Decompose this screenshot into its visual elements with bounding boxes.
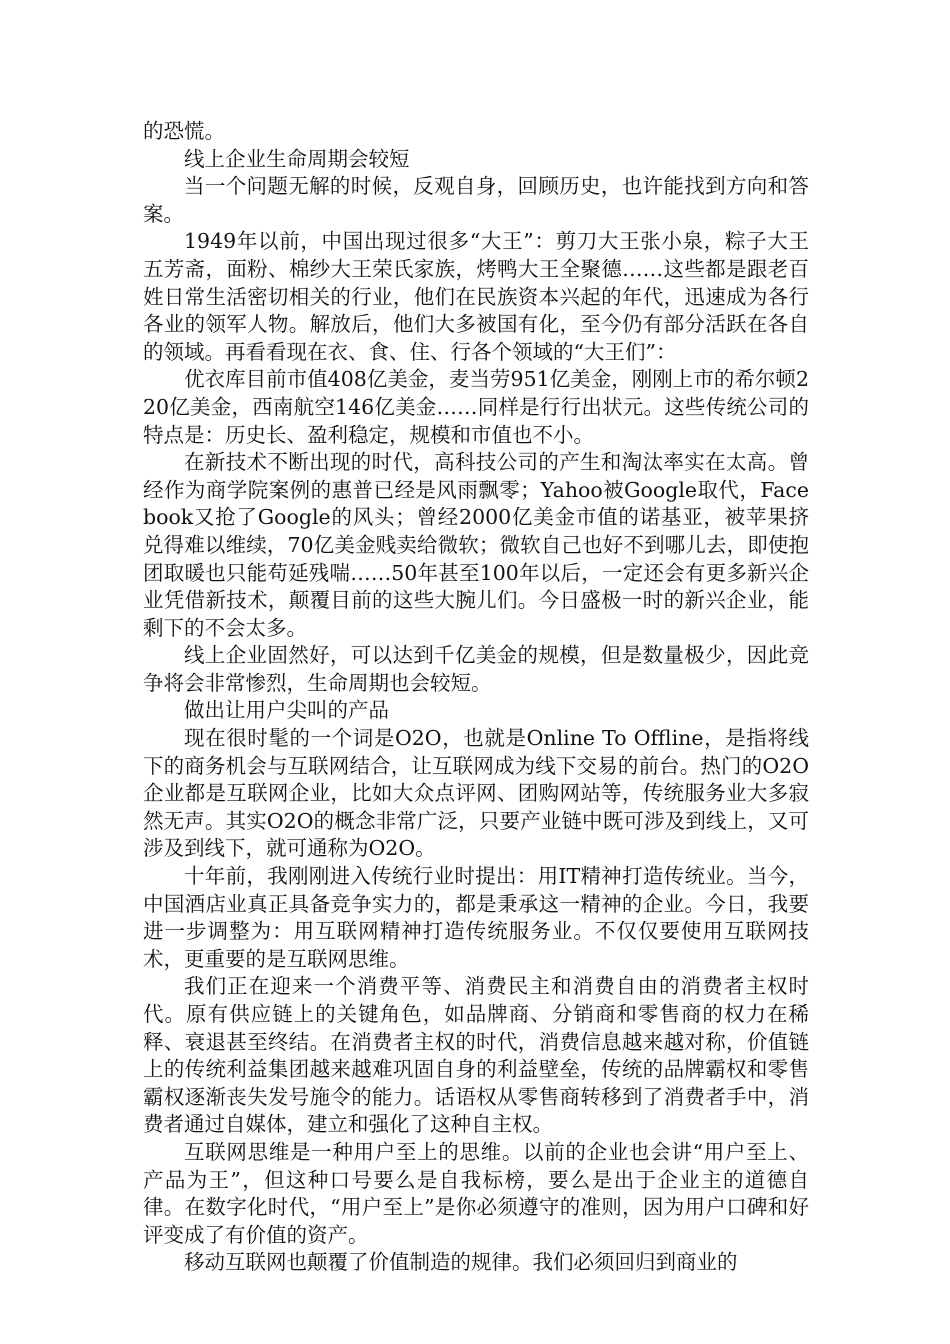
paragraph-mobile-internet: 移动互联网也颠覆了价值制造的规律。我们必须回归到商业的 [184, 1250, 738, 1275]
section-heading-products: 做出让用户尖叫的产品 [184, 698, 389, 723]
paragraph-market-values: 优衣库目前市值408亿美金，麦当劳951亿美金，刚刚上市的希尔顿220亿美金，西南航空146亿美金……同样是行行出状元。这些传统公司的特点是：历史长、盈利稳定，规模和市值也不小。 [143, 367, 809, 447]
paragraph-o2o: 现在很时髦的一个词是O2O，也就是Online To Offline，是指将线下的商务机会与互联网结合，让互联网成为线下交易的前台。热门的O2O企业都是互联网企业，比如大众点评网、团购网站等，传统服务业大多寂然无声。其实O2O的概念非常广泛，只要产业链中既可涉及到线上，又可涉及到线下，就可通称为O2O。 [143, 726, 809, 861]
paragraph-online-lifecycle: 线上企业固然好，可以达到千亿美金的规模，但是数量极少，因此竞争将会非常惨烈，生命周期也会较短。 [143, 643, 809, 695]
paragraph-consumer-sovereignty: 我们正在迎来一个消费平等、消费民主和消费自由的消费者主权时代。原有供应链上的关键角色，如品牌商、分销商和零售商的权力在稀释、衰退甚至终结。在消费者主权的时代，消费信息越来越对称，价值链上的传统利益集团越来越难巩固自身的利益壁垒，传统的品牌霸权和零售霸权逐渐丧失发号施令的能力。话语权从零售商转移到了消费者手中，消费者通过自媒体，建立和强化了这种自主权。 [143, 974, 809, 1137]
paragraph-continuation: 的恐慌。 [143, 119, 225, 143]
paragraph-user-first: 互联网思维是一种用户至上的思维。以前的企业也会讲“用户至上、产品为王”，但这种口号要么是自我标榜，要么是出于企业主的道德自律。在数字化时代，“用户至上”是你必须遵守的准则，因为用户口碑和好评变成了有价值的资产。 [143, 1139, 809, 1247]
paragraph-it-spirit: 十年前，我刚刚进入传统行业时提出：用IT精神打造传统业。当今，中国酒店业真正具备竞争实力的，都是秉承这一精神的企业。今日，我要进一步调整为：用互联网精神打造传统服务业。不仅仅要使用互联网技术，更重要的是互联网思维。 [143, 864, 809, 971]
paragraph-kings-history: 1949年以前，中国出现过很多“大王”：剪刀大王张小泉，粽子大王五芳斋，面粉、棉纱大王荣氏家族，烤鸭大王全聚德……这些都是跟老百姓日常生活密切相关的行业，他们在民族资本兴起的年代，迅速成为各行各业的领军人物。解放后，他们大多被国有化，至今仍有部分活跃在各自的领域。再看看现在衣、食、住、行各个领域的“大王们”： [143, 229, 809, 364]
paragraph-reflection: 当一个问题无解的时候，反观自身，回顾历史，也许能找到方向和答案。 [143, 174, 809, 226]
section-heading-lifecycle: 线上企业生命周期会较短 [184, 146, 410, 171]
paragraph-tech-turnover: 在新技术不断出现的时代，高科技公司的产生和淘汰率实在太高。曾经作为商学院案例的惠普已经是风雨飘零；Yahoo被Google取代，Facebook又抢了Google的风头；曾经2000亿美金市值的诺基亚，被苹果挤兑得难以维续，70亿美金贱卖给微软；微软自己也好不到哪儿去，即使抱团取暖也只能苟延残喘……50年甚至100年以后，一定还会有更多新兴企业凭借新技术，颠覆目前的这些大腕儿们。今日盛极一时的新兴企业，能剩下的不会太多。 [143, 450, 809, 640]
body-text [143, 118, 809, 1277]
